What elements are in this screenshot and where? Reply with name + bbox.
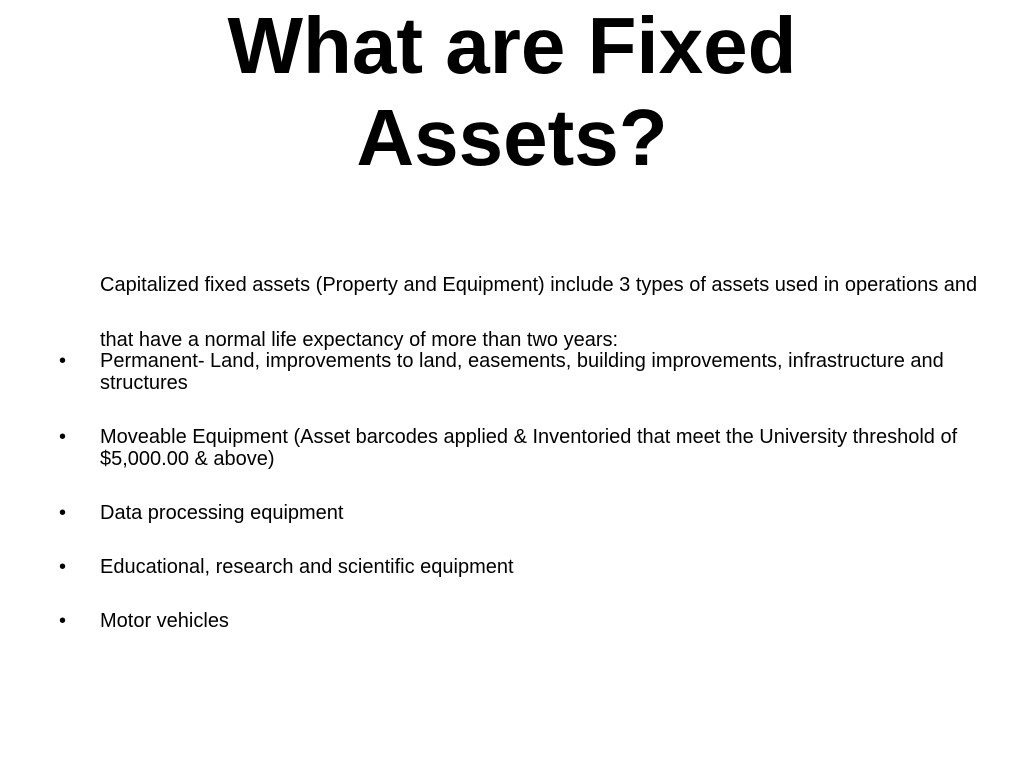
bullet-icon: • [59, 350, 67, 372]
bullet-icon: • [59, 556, 67, 578]
bullet-text: Moveable Equipment (Asset barcodes applied & Inventoried that meet the University threshold of $5,000.00 & above) [100, 426, 958, 470]
bullet-item-data-processing [0, 502, 960, 524]
slide-title-line-2: Assets? [356, 93, 668, 182]
bullet-item-moveable-equipment [0, 426, 960, 470]
bullet-text: Educational, research and scientific equipment [100, 556, 514, 578]
bullet-icon: • [59, 610, 67, 632]
slide-title [0, 0, 1024, 184]
bullet-icon: • [59, 502, 67, 524]
bullet-text: Permanent- Land, improvements to land, easements, building improvements, infrastructure and structures [100, 350, 944, 394]
bullet-item-permanent [0, 350, 960, 394]
bullet-icon: • [59, 426, 67, 448]
bullet-text: Data processing equipment [100, 502, 344, 524]
bullet-list [0, 350, 1024, 664]
intro-paragraph: Capitalized fixed assets (Property and Equipment) include 3 types of assets used in operations and that have a normal life expectancy of more than two years: [100, 274, 978, 351]
bullet-text: Motor vehicles [100, 610, 229, 632]
slide-title-line-1: What are Fixed [227, 1, 797, 90]
bullet-item-motor-vehicles [0, 610, 960, 632]
bullet-item-educational [0, 556, 960, 578]
